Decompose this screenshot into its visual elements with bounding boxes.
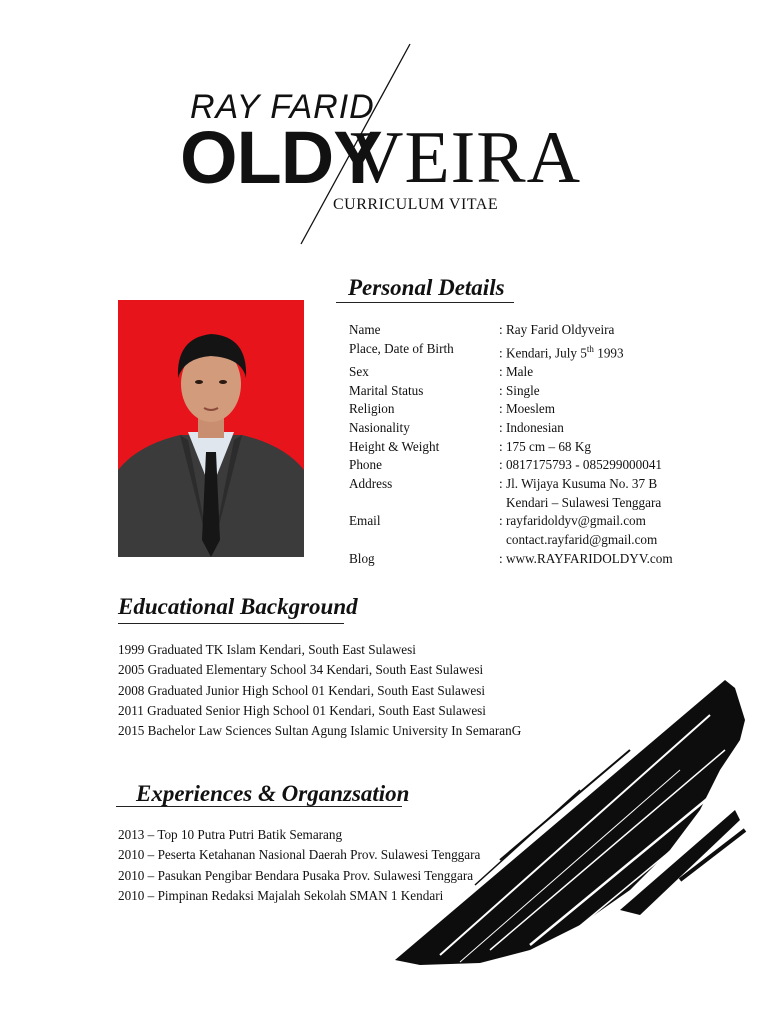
detail-label: Email: [349, 513, 381, 529]
detail-value: : Indonesian: [499, 419, 564, 435]
detail-row-birth: [349, 340, 673, 363]
detail-value: : Single: [499, 382, 540, 398]
personal-heading-underline: [336, 302, 514, 303]
detail-row-blog: [349, 550, 673, 569]
detail-row-name: [349, 321, 673, 340]
detail-row-phone: [349, 456, 673, 475]
experience-heading: Experiences & Organzsation: [136, 781, 410, 806]
detail-label: Phone: [349, 457, 382, 473]
detail-row-email: [349, 512, 673, 531]
detail-value: : Ray Farid Oldyveira: [499, 322, 615, 337]
document-subtitle: CURRICULUM VITAE: [333, 196, 499, 213]
detail-row-sex: [349, 363, 673, 382]
list-item: 2008 Graduated Junior High School 01 Kendari, South East Sulawesi: [118, 682, 486, 698]
list-item: 2010 – Pasukan Pengibar Bendara Pusaka Prov. Sulawesi Tenggara: [118, 867, 474, 883]
personal-details-heading: Personal Details: [348, 275, 505, 300]
last-name-part1: OLDY: [180, 116, 382, 199]
detail-row-email-cont: [349, 531, 673, 550]
experience-heading-underline: [116, 806, 402, 807]
experience-list: [118, 825, 480, 906]
education-heading-underline: [118, 623, 344, 624]
detail-label: Height & Weight: [349, 438, 440, 454]
detail-value: : 175 cm – 68 Kg: [499, 438, 591, 454]
detail-value: : Kendari, July 5th 1993: [499, 343, 624, 361]
detail-value: : Jl. Wijaya Kusuma No. 37 B: [499, 476, 658, 492]
detail-label: Place, Date of Birth: [349, 340, 454, 356]
detail-label: Nasionality: [349, 419, 410, 435]
detail-value: : Moeslem: [499, 401, 556, 417]
detail-value: Kendari – Sulawesi Tenggara: [506, 494, 662, 510]
detail-label: Marital Status: [349, 382, 424, 398]
first-name: RAY FARID: [190, 88, 375, 126]
list-item: 2005 Graduated Elementary School 34 Kendari, South East Sulawesi: [118, 662, 484, 678]
profile-photo: [118, 300, 304, 557]
detail-row-religion: [349, 400, 673, 419]
portrait-illustration: [118, 300, 304, 557]
personal-details-table: [349, 321, 673, 569]
list-item: 2010 – Peserta Ketahanan Nasional Daerah Prov. Sulawesi Tenggara: [118, 847, 481, 863]
detail-row-address: [349, 475, 673, 494]
education-heading: Educational Background: [118, 594, 358, 619]
detail-label: Blog: [349, 550, 375, 566]
detail-row-marital: [349, 382, 673, 401]
detail-value: : Male: [499, 363, 534, 379]
detail-label: Address: [349, 476, 393, 492]
detail-value: : www.RAYFARIDOLDYV.com: [499, 550, 673, 566]
detail-value: : 0817175793 - 085299000041: [499, 457, 663, 473]
detail-row-height-weight: [349, 438, 673, 457]
detail-label: Sex: [349, 363, 369, 379]
list-item: 2015 Bachelor Law Sciences Sultan Agung Islamic University In SemaranG: [118, 723, 522, 739]
list-item: 2010 – Pimpinan Redaksi Majalah Sekolah SMAN 1 Kendari: [118, 887, 444, 903]
detail-row-address-cont: [349, 494, 673, 513]
last-name-part2: VEIRA: [350, 117, 582, 199]
list-item: 2011 Graduated Senior High School 01 Kendari, South East Sulawesi: [118, 702, 486, 718]
education-list: [118, 640, 521, 741]
detail-label: Name: [349, 322, 381, 337]
list-item: 1999 Graduated TK Islam Kendari, South East Sulawesi: [118, 642, 416, 657]
detail-value: contact.rayfarid@gmail.com: [506, 532, 658, 548]
list-item: 2013 – Top 10 Putra Putri Batik Semarang: [118, 827, 343, 842]
detail-value: : rayfaridoldyv@gmail.com: [499, 513, 646, 529]
detail-label: Religion: [349, 401, 395, 417]
detail-row-nationality: [349, 419, 673, 438]
